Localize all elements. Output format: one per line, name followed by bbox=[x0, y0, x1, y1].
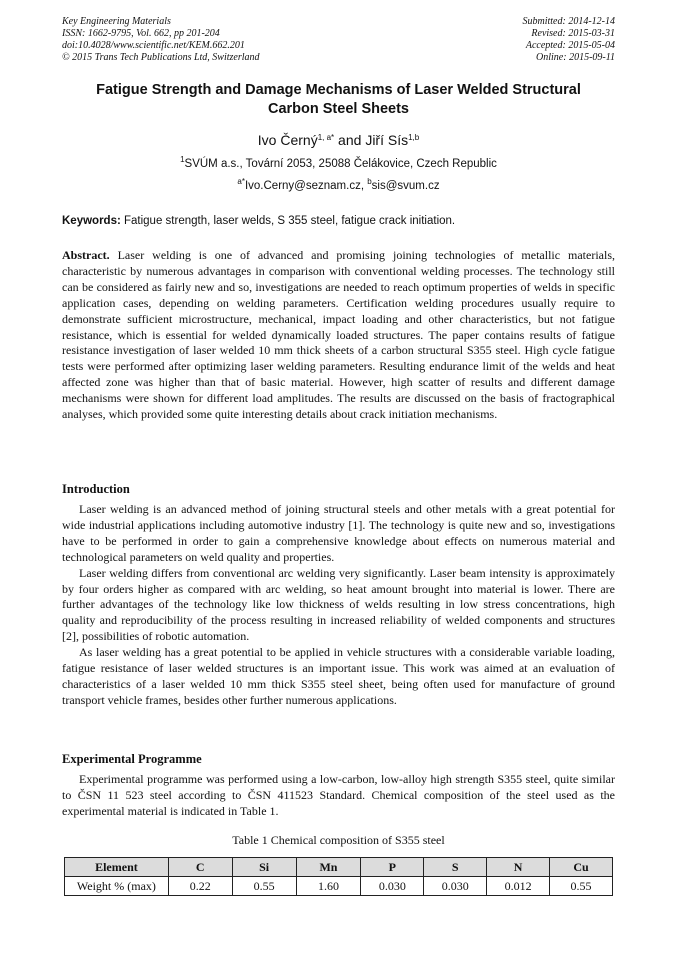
title-line-2: Carbon Steel Sheets bbox=[267, 101, 409, 117]
keywords-text: Fatigue strength, laser welds, S 355 steel, fatigue crack initiation. bbox=[120, 215, 456, 227]
affiliation-sup: 1 bbox=[180, 155, 185, 164]
table-cell: 0.030 bbox=[424, 877, 487, 896]
table-header-cell: Element bbox=[65, 858, 169, 877]
intro-paragraph: As laser welding has a great potential to be applied in vehicle structures with a considerable variable loading, fatigue resistance of laser welded structures is an important issue. This work was aimed at an evaluation of characteristics of a laser welded 10 mm thick S355 steel sheet, being often used for manufacture of ground transport vehicle frames, besides other further numerous applications. bbox=[62, 645, 615, 707]
abstract-text: Laser welding is one of advanced and promising joining technologies of metallic materials, characteristic by numerous advantages in comparison with conventional welding processes. The technology still can be considered as fairly new and so, investigations are needed to reach optimum properties of welds in specific application cases, depending on welding parameters. Certification welding procedures usually require to demonstrate sufficient microstructure, mechanical, impact loading and other characteristics, but not fatigue resistance, which is essential for welded dynamically loaded structures. The paper contains results of fatigue resistance investigation of laser welded 10 mm thick sheets of a carbon structural S355 steel. High cycle fatigue tests were performed after optimizing laser welding parameters. Resulting endurance limit of the welds and heat affected zone was higher than that of basic material. However, high scatter of results and different damage mechanisms were shown for different load amplitudes. The results are discussed on the basis of fractographical analyses, which provided some quite interesting details about crack initiation mechanisms. bbox=[62, 248, 615, 422]
table-cell: 0.22 bbox=[168, 877, 232, 896]
introduction-body bbox=[62, 502, 615, 709]
table-cell: 0.55 bbox=[232, 877, 296, 896]
introduction-heading: Introduction bbox=[62, 482, 130, 496]
table-header-row bbox=[65, 858, 613, 877]
table-header-cell: Cu bbox=[550, 858, 613, 877]
table-cell: Weight % (max) bbox=[65, 877, 169, 896]
date-online: Online: 2015-09-11 bbox=[536, 52, 615, 63]
author-list bbox=[62, 131, 615, 149]
author-emails bbox=[62, 179, 615, 193]
author-2: Jiří Sís bbox=[365, 132, 409, 148]
journal-info bbox=[62, 16, 260, 64]
author-2-sup: 1,b bbox=[408, 133, 420, 142]
experimental-paragraph: Experimental programme was performed using a low-carbon, low-alloy high strength S355 steel, quite similar to ČSN 11 523 steel according to ČSN 411523 Standard. Chemical composition of the steel used as the experimental material is indicated in Table 1. bbox=[62, 772, 615, 818]
affiliation-text: SVÚM a.s., Tovární 2053, 25088 Čelákovice, Czech Republic bbox=[184, 158, 497, 170]
author-1-sup: 1, a* bbox=[317, 133, 335, 142]
author-conjunction: and bbox=[334, 132, 366, 148]
date-accepted: Accepted: 2015-05-04 bbox=[525, 40, 615, 51]
journal-copyright: © 2015 Trans Tech Publications Ltd, Switzerland bbox=[62, 52, 260, 63]
table-header-cell: C bbox=[168, 858, 232, 877]
email-b[interactable]: sis@svum.cz bbox=[371, 180, 440, 192]
affiliation bbox=[62, 157, 615, 171]
intro-paragraph: Laser welding differs from conventional arc welding very significantly. Laser beam intensity is approximately by four orders higher as compared with arc welding, so heat amount brought into material is lower. There are further advantages of the technology like low thickness of welds resulting in low stress concentrations, high quality and reproducibility of the process resulting in increased reliability of welded components and structures [2], possibilities of robotic automation. bbox=[62, 565, 615, 644]
chemical-composition-table bbox=[64, 857, 613, 896]
table-cell: 0.55 bbox=[550, 877, 613, 896]
email-a[interactable]: Ivo.Cerny@seznam.cz, bbox=[244, 180, 368, 192]
table-header-cell: Si bbox=[232, 858, 296, 877]
author-1: Ivo Černý bbox=[257, 132, 318, 148]
table-header-cell: S bbox=[424, 858, 487, 877]
table-cell: 0.012 bbox=[487, 877, 550, 896]
table-cell: 0.030 bbox=[361, 877, 424, 896]
table-row bbox=[65, 877, 613, 896]
email-b-sup: b bbox=[367, 177, 372, 186]
table-header-cell: Mn bbox=[296, 858, 361, 877]
intro-paragraph: Laser welding is an advanced method of joining structural steels and other metals with a great potential for wide industrial applications including automotive industry [1]. The technology is quite new and so, investigations have to be performed in order to gain a comprehensive knowledge about effects on numerous material and technological parameters on weld quality and properties. bbox=[62, 502, 615, 564]
table-header-cell: N bbox=[487, 858, 550, 877]
abstract bbox=[62, 248, 615, 423]
date-revised: Revised: 2015-03-31 bbox=[531, 28, 615, 39]
keywords-label: Keywords: bbox=[62, 215, 121, 227]
journal-name: Key Engineering Materials bbox=[62, 16, 171, 27]
keywords bbox=[62, 214, 615, 228]
journal-issn: ISSN: 1662-9795, Vol. 662, pp 201-204 bbox=[62, 28, 220, 39]
experimental-body bbox=[62, 772, 615, 820]
abstract-label: Abstract. bbox=[62, 248, 110, 262]
paper-title bbox=[62, 81, 615, 119]
date-submitted: Submitted: 2014-12-14 bbox=[522, 16, 615, 27]
title-line-1: Fatigue Strength and Damage Mechanisms of Laser Welded Structural bbox=[96, 82, 581, 98]
table-cell: 1.60 bbox=[296, 877, 361, 896]
table-header-cell: P bbox=[361, 858, 424, 877]
email-a-sup: a* bbox=[237, 177, 245, 186]
table-1-caption: Table 1 Chemical composition of S355 steel bbox=[232, 833, 445, 847]
submission-dates bbox=[523, 16, 616, 64]
experimental-heading: Experimental Programme bbox=[62, 752, 202, 766]
journal-doi: doi:10.4028/www.scientific.net/KEM.662.201 bbox=[62, 40, 245, 51]
